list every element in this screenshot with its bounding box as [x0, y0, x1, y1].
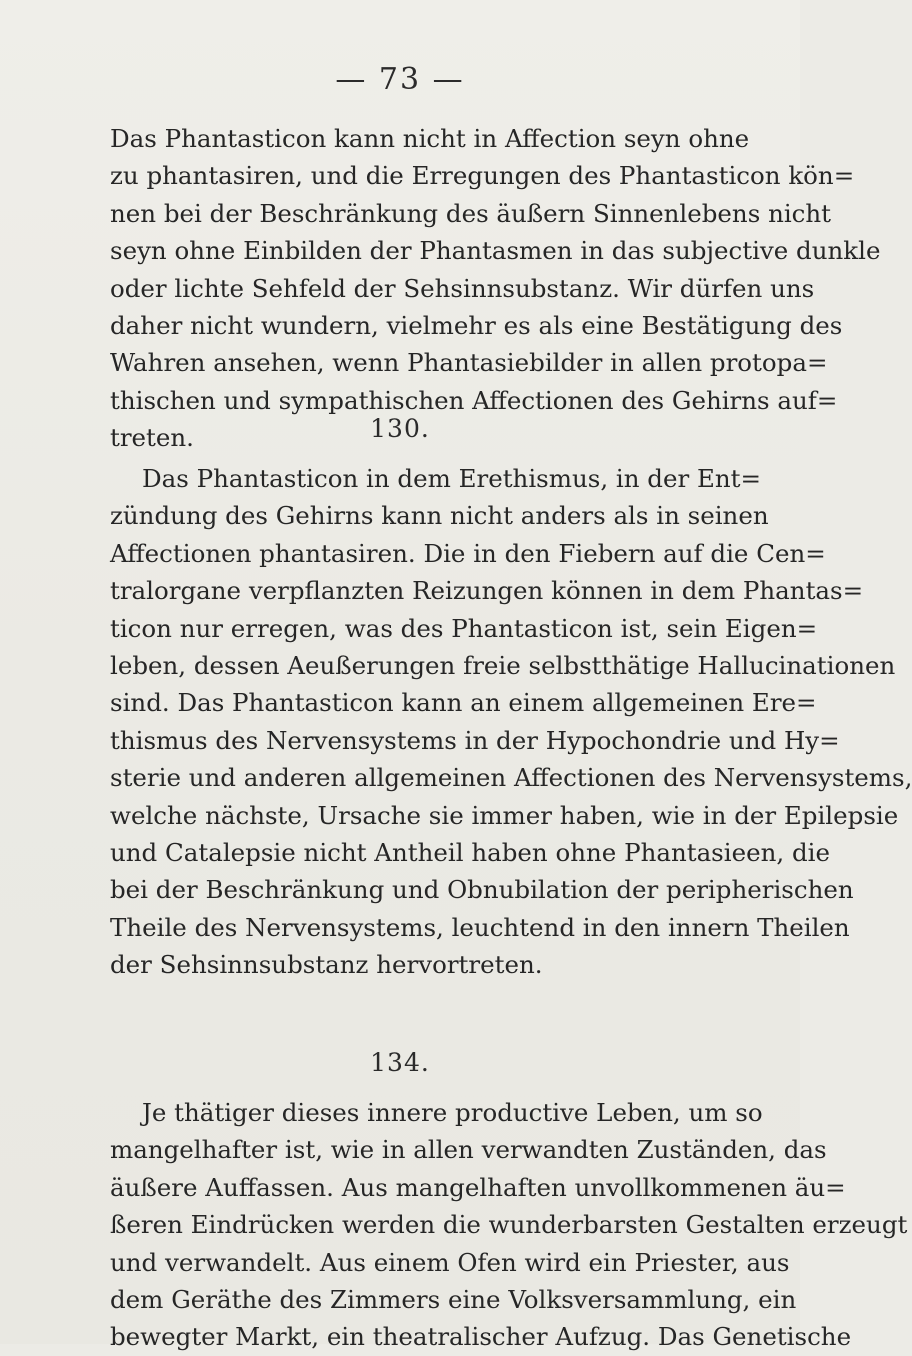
text-line: leben, dessen Aeußerungen freie selbstthätige Hallucinationen [110, 650, 896, 680]
text-line: zündung des Gehirns kann nicht anders als in seinen [110, 501, 769, 531]
text-line: zu phantasiren, und die Erregungen des Phantasticon kön= [110, 161, 855, 191]
text-line: Das Phantasticon in dem Erethismus, in der Ent= [142, 464, 762, 493]
text-line: und verwandelt. Aus einem Ofen wird ein Priester, aus [110, 1247, 790, 1277]
text-line: bei der Beschränkung und Obnubilation der peripherischen [110, 875, 854, 905]
paragraph-1 [110, 120, 881, 457]
text-line: treten. [110, 423, 194, 453]
paragraph-2 [110, 460, 912, 983]
text-line: dem Geräthe des Zimmers eine Volksversammlung, ein [110, 1284, 797, 1314]
text-line: Affectionen phantasiren. Die in den Fiebern auf die Cen= [110, 538, 826, 568]
text-line: seyn ohne Einbilden der Phantasmen in das subjective dunkle [110, 236, 881, 266]
text-line: Wahren ansehen, wenn Phantasiebilder in allen protopa= [110, 348, 828, 378]
text-line: ticon nur erregen, was des Phantasticon ist, sein Eigen= [110, 613, 818, 643]
text-line: bewegter Markt, ein theatralischer Aufzug. Das Genetische [110, 1322, 852, 1352]
text-line: äußere Auffassen. Aus mangelhaften unvollkommenen äu= [110, 1172, 846, 1202]
text-line: oder lichte Sehfeld der Sehsinnsubstanz. Wir dürfen uns [110, 273, 815, 303]
section-number: 130. [370, 414, 430, 443]
text-line: und Catalepsie nicht Antheil haben ohne Phantasieen, die [110, 837, 830, 867]
page-number: — 73 — [335, 62, 465, 97]
text-line: thismus des Nervensystems in der Hypochondrie und Hy= [110, 725, 840, 755]
text-line: welche nächste, Ursache sie immer haben, wie in der Epilepsie [110, 800, 899, 830]
text-line: thischen und sympathischen Affectionen des Gehirns auf= [110, 385, 838, 415]
text-line: Theile des Nervensystems, leuchtend in den innern Theilen [110, 912, 850, 942]
text-line: mangelhafter ist, wie in allen verwandten Zuständen, das [110, 1135, 827, 1165]
text-line: sterie und anderen allgemeinen Affectionen des Nervensystems, [110, 763, 912, 793]
text-line: daher nicht wundern, vielmehr es als eine Bestätigung des [110, 310, 843, 340]
text-line: sind. Das Phantasticon kann an einem allgemeinen Ere= [110, 688, 817, 718]
text-line: ßeren Eindrücken werden die wunderbarsten Gestalten erzeugt [110, 1210, 908, 1240]
text-line: tralorgane verpflanzten Reizungen können in dem Phantas= [110, 576, 864, 606]
text-line: der Sehsinnsubstanz hervortreten. [110, 950, 543, 980]
text-line: nen bei der Beschränkung des äußern Sinnenlebens nicht [110, 198, 832, 228]
paragraph-3 [110, 1094, 908, 1356]
text-line: Je thätiger dieses innere productive Leben, um so [142, 1098, 763, 1127]
text-line: Das Phantasticon kann nicht in Affection seyn ohne [110, 124, 750, 153]
section-number: 134. [370, 1048, 430, 1077]
